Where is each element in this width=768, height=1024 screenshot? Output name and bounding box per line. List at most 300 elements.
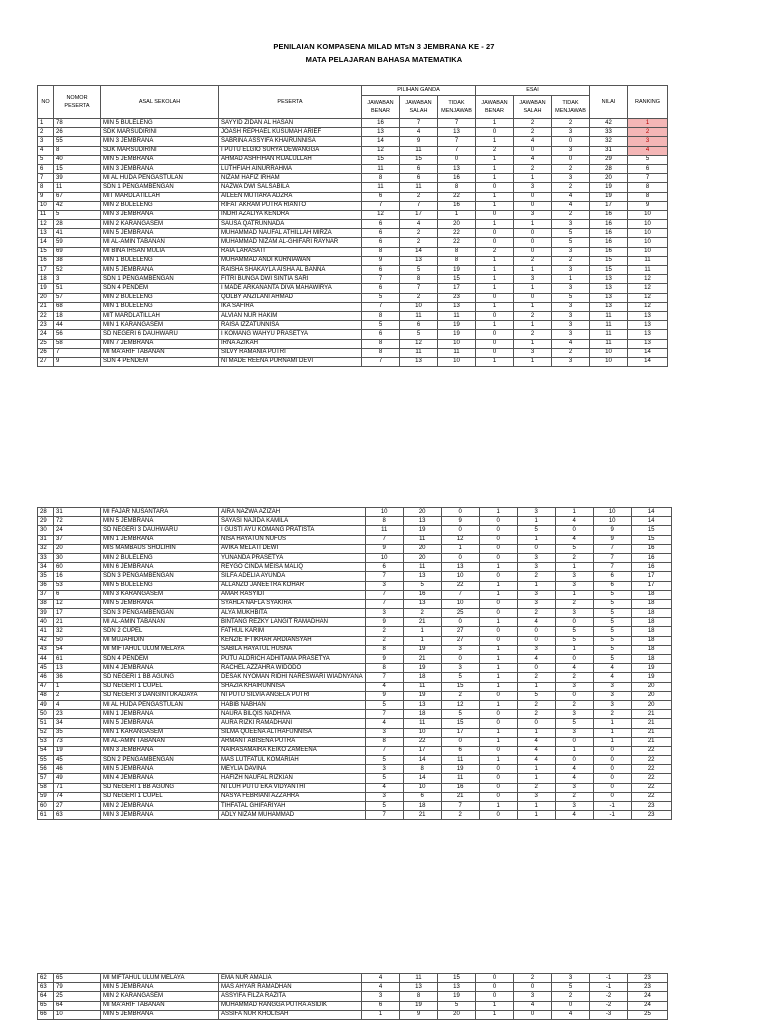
cell-nomor-peserta: 11 bbox=[54, 183, 101, 192]
cell-nilai: 3 bbox=[593, 691, 631, 700]
cell-asal-sekolah: SDN 2 PENGAMBENGAN bbox=[101, 756, 219, 765]
cell-esai-benar: 2 bbox=[476, 247, 514, 256]
cell-pg-benar: 16 bbox=[362, 119, 400, 128]
cell-esai-tidak-menjawab: 3 bbox=[555, 802, 593, 811]
cell-nomor-peserta: 40 bbox=[54, 155, 101, 164]
cell-peserta: RAISA IZZATUNNISA bbox=[219, 321, 362, 330]
cell-esai-benar: 0 bbox=[479, 526, 517, 535]
cell-nomor-peserta: 52 bbox=[54, 266, 101, 275]
cell-ranking: 22 bbox=[631, 746, 671, 755]
cell-ranking: 25 bbox=[628, 1010, 668, 1019]
cell-esai-tidak-menjawab: 4 bbox=[555, 535, 593, 544]
cell-asal-sekolah: MIT MARDLATILLAH bbox=[101, 311, 219, 320]
cell-no: 64 bbox=[38, 992, 54, 1001]
cell-no: 24 bbox=[38, 330, 54, 339]
table-row bbox=[38, 201, 668, 210]
cell-esai-salah: 2 bbox=[517, 609, 555, 618]
cell-asal-sekolah: MIN 5 BULELENG bbox=[101, 119, 219, 128]
cell-pg-benar: 6 bbox=[362, 266, 400, 275]
cell-esai-benar: 1 bbox=[476, 321, 514, 330]
cell-esai-tidak-menjawab: 5 bbox=[552, 238, 590, 247]
cell-pg-benar: 9 bbox=[362, 256, 400, 265]
cell-pg-tidak-menjawab: 12 bbox=[441, 700, 479, 709]
cell-esai-benar: 1 bbox=[479, 590, 517, 599]
cell-pg-tidak-menjawab: 11 bbox=[438, 348, 476, 357]
cell-no: 20 bbox=[38, 293, 54, 302]
cell-asal-sekolah: MI AL-AMIN TABANAN bbox=[101, 238, 219, 247]
cell-peserta: SABILA HAYATUL HUSNA bbox=[219, 645, 366, 654]
cell-esai-benar: 0 bbox=[476, 330, 514, 339]
cell-pg-tidak-menjawab: 0 bbox=[441, 553, 479, 562]
table-row bbox=[38, 275, 668, 284]
cell-pg-benar: 9 bbox=[365, 655, 403, 664]
cell-asal-sekolah: MIT MARDLATILLAH bbox=[101, 192, 219, 201]
cell-esai-tidak-menjawab: 3 bbox=[552, 302, 590, 311]
cell-ranking: 13 bbox=[628, 339, 668, 348]
cell-pg-benar: 13 bbox=[362, 128, 400, 137]
cell-nilai: 29 bbox=[590, 155, 628, 164]
cell-peserta: RACHEL AZZAHRA WIDODO bbox=[219, 664, 366, 673]
cell-no: 62 bbox=[38, 974, 54, 983]
cell-ranking: 23 bbox=[631, 811, 671, 820]
cell-peserta: MUHAMMAD NAUFAL ATHILLAH MIRZA bbox=[219, 229, 362, 238]
cell-nilai: -1 bbox=[590, 974, 628, 983]
cell-pg-salah: 13 bbox=[403, 572, 441, 581]
cell-no: 49 bbox=[38, 700, 54, 709]
cell-esai-benar: 2 bbox=[476, 146, 514, 155]
cell-nomor-peserta: 38 bbox=[54, 256, 101, 265]
col-nomor-peserta: NOMOR PESERTA bbox=[54, 86, 101, 119]
cell-esai-salah: 4 bbox=[517, 756, 555, 765]
cell-esai-benar: 0 bbox=[479, 535, 517, 544]
cell-esai-tidak-menjawab: 3 bbox=[552, 174, 590, 183]
cell-esai-tidak-menjawab: 3 bbox=[552, 146, 590, 155]
table-row bbox=[38, 293, 668, 302]
cell-esai-benar: 0 bbox=[476, 183, 514, 192]
cell-esai-tidak-menjawab: 5 bbox=[555, 719, 593, 728]
cell-asal-sekolah: MIN 3 JEMBRANA bbox=[101, 164, 219, 173]
cell-ranking: 13 bbox=[628, 330, 668, 339]
cell-nilai: 5 bbox=[593, 590, 631, 599]
report-subtitle: MATA PELAJARAN BAHASA MATEMATIKA bbox=[305, 55, 463, 64]
cell-asal-sekolah: MI FAJAR NUSANTARA bbox=[101, 508, 219, 517]
cell-nilai: 6 bbox=[593, 581, 631, 590]
cell-ranking: 22 bbox=[631, 774, 671, 783]
cell-ranking: 22 bbox=[631, 756, 671, 765]
cell-pg-salah: 6 bbox=[400, 174, 438, 183]
cell-ranking: 14 bbox=[631, 517, 671, 526]
cell-esai-benar: 0 bbox=[476, 311, 514, 320]
cell-asal-sekolah: MIN 2 JEMBRANA bbox=[101, 802, 219, 811]
cell-esai-salah: 1 bbox=[517, 517, 555, 526]
cell-nomor-peserta: 21 bbox=[54, 618, 101, 627]
cell-esai-salah: 5 bbox=[517, 691, 555, 700]
cell-nomor-peserta: 57 bbox=[54, 293, 101, 302]
cell-ranking: 14 bbox=[628, 348, 668, 357]
cell-esai-salah: 2 bbox=[514, 119, 552, 128]
cell-pg-tidak-menjawab: 11 bbox=[438, 311, 476, 320]
table-row bbox=[38, 691, 672, 700]
cell-nomor-peserta: 44 bbox=[54, 321, 101, 330]
cell-esai-tidak-menjawab: 3 bbox=[555, 581, 593, 590]
cell-asal-sekolah: MIN 1 JEMBRANA bbox=[101, 535, 219, 544]
cell-nilai: 13 bbox=[590, 302, 628, 311]
cell-asal-sekolah: MIN 1 KARANGASEM bbox=[101, 321, 219, 330]
cell-nomor-peserta: 12 bbox=[54, 599, 101, 608]
cell-pg-benar: 8 bbox=[365, 737, 403, 746]
cell-ranking: 14 bbox=[628, 357, 668, 366]
cell-ranking: 18 bbox=[631, 618, 671, 627]
cell-nomor-peserta: 28 bbox=[54, 220, 101, 229]
cell-asal-sekolah: MI AL HUDA PENGASTULAN bbox=[101, 700, 219, 709]
cell-nilai: 0 bbox=[593, 783, 631, 792]
cell-peserta: MUHAMMAD NIZAM AL-GHIFARI RAYNAR bbox=[219, 238, 362, 247]
cell-pg-benar: 6 bbox=[362, 220, 400, 229]
table-row bbox=[38, 737, 672, 746]
table-header bbox=[38, 86, 668, 119]
cell-pg-salah: 6 bbox=[400, 164, 438, 173]
cell-pg-salah: 20 bbox=[403, 553, 441, 562]
cell-nomor-peserta: 46 bbox=[54, 765, 101, 774]
cell-no: 11 bbox=[38, 210, 54, 219]
cell-nomor-peserta: 50 bbox=[54, 636, 101, 645]
cell-nomor-peserta: 26 bbox=[54, 128, 101, 137]
cell-asal-sekolah: MIN 5 JEMBRANA bbox=[101, 719, 219, 728]
cell-peserta: NASYA FEBRIANI AZZAHRA bbox=[219, 792, 366, 801]
cell-pg-tidak-menjawab: 1 bbox=[438, 210, 476, 219]
cell-peserta: FATHUL KARIM bbox=[219, 627, 366, 636]
cell-pg-salah: 20 bbox=[403, 544, 441, 553]
cell-nilai: 16 bbox=[590, 210, 628, 219]
cell-pg-benar: 9 bbox=[365, 691, 403, 700]
table-row bbox=[38, 119, 668, 128]
cell-nilai: 13 bbox=[590, 284, 628, 293]
cell-ranking: 18 bbox=[631, 627, 671, 636]
cell-asal-sekolah: SDN 2 CUPEL bbox=[101, 627, 219, 636]
cell-pg-salah: 11 bbox=[403, 682, 441, 691]
cell-ranking: 20 bbox=[631, 700, 671, 709]
cell-nomor-peserta: 10 bbox=[54, 1010, 101, 1019]
cell-esai-benar: 0 bbox=[476, 983, 514, 992]
cell-nomor-peserta: 59 bbox=[54, 238, 101, 247]
cell-nilai: -3 bbox=[590, 1010, 628, 1019]
cell-esai-benar: 0 bbox=[479, 691, 517, 700]
cell-pg-benar: 7 bbox=[365, 746, 403, 755]
cell-pg-benar: 4 bbox=[362, 983, 400, 992]
cell-esai-benar: 0 bbox=[479, 572, 517, 581]
cell-nilai: 5 bbox=[593, 618, 631, 627]
cell-ranking: 7 bbox=[628, 174, 668, 183]
cell-esai-salah: 0 bbox=[514, 1010, 552, 1019]
cell-nomor-peserta: 35 bbox=[54, 728, 101, 737]
cell-esai-salah: 1 bbox=[514, 339, 552, 348]
cell-pg-salah: 5 bbox=[403, 581, 441, 590]
cell-peserta: I KOMANG WAHYU PRASETYA bbox=[219, 330, 362, 339]
cell-pg-tidak-menjawab: 7 bbox=[438, 137, 476, 146]
cell-peserta: MEYLIA DAVINA bbox=[219, 765, 366, 774]
cell-pg-salah: 14 bbox=[403, 774, 441, 783]
table-row bbox=[38, 719, 672, 728]
cell-ranking: 9 bbox=[628, 201, 668, 210]
table-row bbox=[38, 210, 668, 219]
cell-asal-sekolah: MI MIFTAHUL ULUM MELAYA bbox=[101, 645, 219, 654]
cell-peserta: HABIB NABHAN bbox=[219, 700, 366, 709]
cell-asal-sekolah: MIN 5 JEMBRANA bbox=[101, 765, 219, 774]
cell-peserta: NISA HAYATUN NUFUS bbox=[219, 535, 366, 544]
cell-nomor-peserta: 58 bbox=[54, 339, 101, 348]
cell-no: 27 bbox=[38, 357, 54, 366]
cell-pg-tidak-menjawab: 22 bbox=[441, 581, 479, 590]
cell-esai-tidak-menjawab: 1 bbox=[552, 275, 590, 284]
cell-ranking: 18 bbox=[631, 636, 671, 645]
cell-pg-salah: 7 bbox=[400, 284, 438, 293]
cell-esai-benar: 1 bbox=[476, 1001, 514, 1010]
cell-pg-salah: 10 bbox=[403, 783, 441, 792]
table-row bbox=[38, 983, 668, 992]
table-row bbox=[38, 655, 672, 664]
cell-esai-salah: 1 bbox=[517, 682, 555, 691]
cell-esai-tidak-menjawab: 0 bbox=[555, 618, 593, 627]
table-row bbox=[38, 544, 672, 553]
cell-peserta: FITRI BUNGA DWI SINTIA SARI bbox=[219, 275, 362, 284]
cell-pg-salah: 17 bbox=[400, 210, 438, 219]
cell-nomor-peserta: 51 bbox=[54, 284, 101, 293]
cell-ranking: 23 bbox=[628, 983, 668, 992]
cell-nilai: 1 bbox=[593, 737, 631, 746]
cell-ranking: 16 bbox=[631, 553, 671, 562]
cell-pg-tidak-menjawab: 8 bbox=[438, 256, 476, 265]
cell-peserta: AURA RIZKI RAMADHANI bbox=[219, 719, 366, 728]
cell-esai-tidak-menjawab: 3 bbox=[555, 710, 593, 719]
cell-asal-sekolah: SDN 3 PENGAMBENGAN bbox=[101, 572, 219, 581]
col-pg-tidak-menjawab: TIDAK MENJAWAB bbox=[438, 96, 476, 119]
cell-pg-benar: 8 bbox=[362, 311, 400, 320]
cell-peserta: AILEEN MUTIARA ADZRA bbox=[219, 192, 362, 201]
score-table-part-1 bbox=[37, 85, 668, 367]
cell-asal-sekolah: MIN 5 JEMBRANA bbox=[101, 155, 219, 164]
cell-no: 18 bbox=[38, 275, 54, 284]
cell-nilai: -1 bbox=[593, 811, 631, 820]
cell-ranking: 18 bbox=[631, 655, 671, 664]
cell-esai-tidak-menjawab: 3 bbox=[552, 266, 590, 275]
cell-no: 32 bbox=[38, 544, 54, 553]
cell-esai-benar: 0 bbox=[479, 636, 517, 645]
cell-peserta: DESAK NYOMAN RIDHI NARESWARI WIADNYANA bbox=[219, 673, 366, 682]
cell-peserta: ASSYIFA FILZA RAZITA bbox=[219, 992, 362, 1001]
cell-pg-benar: 6 bbox=[365, 563, 403, 572]
cell-pg-tidak-menjawab: 7 bbox=[441, 590, 479, 599]
cell-pg-benar: 15 bbox=[362, 155, 400, 164]
cell-nomor-peserta: 27 bbox=[54, 802, 101, 811]
table-row bbox=[38, 756, 672, 765]
cell-ranking: 10 bbox=[628, 229, 668, 238]
cell-esai-tidak-menjawab: 4 bbox=[555, 765, 593, 774]
table-row bbox=[38, 357, 668, 366]
cell-pg-benar: 7 bbox=[365, 590, 403, 599]
cell-esai-tidak-menjawab: 4 bbox=[552, 1010, 590, 1019]
cell-nilai: 31 bbox=[590, 146, 628, 155]
cell-pg-benar: 8 bbox=[362, 339, 400, 348]
cell-pg-salah: 19 bbox=[403, 526, 441, 535]
cell-esai-tidak-menjawab: 3 bbox=[552, 974, 590, 983]
cell-pg-salah: 11 bbox=[403, 535, 441, 544]
cell-nomor-peserta: 23 bbox=[54, 710, 101, 719]
cell-no: 52 bbox=[38, 728, 54, 737]
cell-pg-benar: 8 bbox=[365, 517, 403, 526]
cell-nilai: 13 bbox=[590, 275, 628, 284]
cell-esai-benar: 1 bbox=[476, 137, 514, 146]
table-row bbox=[38, 792, 672, 801]
cell-asal-sekolah: SDN 1 PENGAMBENGAN bbox=[101, 275, 219, 284]
cell-esai-salah: 2 bbox=[514, 256, 552, 265]
cell-pg-tidak-menjawab: 16 bbox=[441, 783, 479, 792]
cell-esai-tidak-menjawab: 5 bbox=[555, 636, 593, 645]
cell-no: 46 bbox=[38, 673, 54, 682]
cell-pg-salah: 14 bbox=[400, 247, 438, 256]
cell-no: 26 bbox=[38, 348, 54, 357]
cell-nomor-peserta: 73 bbox=[54, 737, 101, 746]
cell-pg-benar: 10 bbox=[365, 553, 403, 562]
cell-asal-sekolah: MIN 5 JEMBRANA bbox=[101, 517, 219, 526]
cell-nomor-peserta: 6 bbox=[54, 590, 101, 599]
cell-ranking: 21 bbox=[631, 710, 671, 719]
cell-nilai: 7 bbox=[593, 553, 631, 562]
cell-ranking: 13 bbox=[628, 311, 668, 320]
cell-ranking: 16 bbox=[631, 563, 671, 572]
cell-pg-salah: 8 bbox=[400, 992, 438, 1001]
cell-nomor-peserta: 5 bbox=[54, 210, 101, 219]
cell-peserta: SHAZIA KHAIRUNNISA bbox=[219, 682, 366, 691]
cell-nilai: 0 bbox=[593, 746, 631, 755]
cell-nilai: 5 bbox=[593, 645, 631, 654]
cell-peserta: I GUSTI AYU KOMANG PRATISTA bbox=[219, 526, 366, 535]
cell-no: 3 bbox=[38, 137, 54, 146]
cell-esai-salah: 3 bbox=[517, 599, 555, 608]
cell-pg-tidak-menjawab: 8 bbox=[438, 247, 476, 256]
cell-asal-sekolah: SD NEGERI 3 DANGINTUKADAYA bbox=[101, 691, 219, 700]
cell-pg-benar: 9 bbox=[365, 544, 403, 553]
cell-esai-benar: 0 bbox=[479, 710, 517, 719]
cell-peserta: SYAHLA NAFLA SYAKIRA bbox=[219, 599, 366, 608]
cell-nomor-peserta: 63 bbox=[54, 811, 101, 820]
cell-asal-sekolah: MIN 3 JEMBRANA bbox=[101, 811, 219, 820]
cell-pg-tidak-menjawab: 1 bbox=[441, 544, 479, 553]
cell-esai-salah: 1 bbox=[517, 774, 555, 783]
cell-peserta: ALYA MUKHBITA bbox=[219, 609, 366, 618]
cell-nomor-peserta: 1 bbox=[54, 682, 101, 691]
cell-esai-tidak-menjawab: 3 bbox=[552, 220, 590, 229]
table-row bbox=[38, 284, 668, 293]
cell-pg-benar: 3 bbox=[365, 609, 403, 618]
cell-no: 57 bbox=[38, 774, 54, 783]
cell-esai-salah: 2 bbox=[514, 974, 552, 983]
cell-no: 15 bbox=[38, 247, 54, 256]
cell-peserta: HAFIZH NAUFAL RIZKIAN bbox=[219, 774, 366, 783]
cell-pg-salah: 11 bbox=[403, 719, 441, 728]
cell-pg-benar: 7 bbox=[362, 275, 400, 284]
table-row bbox=[38, 992, 668, 1001]
cell-nilai: 33 bbox=[590, 128, 628, 137]
cell-no: 4 bbox=[38, 146, 54, 155]
cell-pg-tidak-menjawab: 0 bbox=[438, 155, 476, 164]
cell-peserta: ARMANT ABISENA PUTRA bbox=[219, 737, 366, 746]
cell-pg-tidak-menjawab: 7 bbox=[441, 802, 479, 811]
cell-pg-tidak-menjawab: 16 bbox=[438, 174, 476, 183]
cell-pg-tidak-menjawab: 11 bbox=[441, 756, 479, 765]
cell-peserta: NI MADE REENA PURNAMI DEVI bbox=[219, 357, 362, 366]
cell-peserta: I MADE ARKANANTA DIVA MAHAWIRYA bbox=[219, 284, 362, 293]
cell-esai-salah: 3 bbox=[514, 275, 552, 284]
cell-no: 63 bbox=[38, 983, 54, 992]
cell-nomor-peserta: 37 bbox=[54, 535, 101, 544]
cell-pg-benar: 6 bbox=[362, 330, 400, 339]
cell-pg-tidak-menjawab: 8 bbox=[438, 183, 476, 192]
cell-ranking: 18 bbox=[631, 645, 671, 654]
cell-nilai: 5 bbox=[593, 599, 631, 608]
cell-esai-benar: 0 bbox=[479, 517, 517, 526]
cell-asal-sekolah: MIN 3 JEMBRANA bbox=[101, 210, 219, 219]
cell-peserta: NAURA BILQIS NADHIVA bbox=[219, 710, 366, 719]
cell-ranking: 23 bbox=[631, 802, 671, 811]
table-row bbox=[38, 553, 672, 562]
cell-nilai: -2 bbox=[590, 1001, 628, 1010]
cell-esai-benar: 1 bbox=[476, 220, 514, 229]
cell-pg-salah: 2 bbox=[400, 238, 438, 247]
cell-peserta: AVIKA MELATI DEWI bbox=[219, 544, 366, 553]
cell-asal-sekolah: MIN 4 JEMBRANA bbox=[101, 664, 219, 673]
cell-no: 61 bbox=[38, 811, 54, 820]
cell-esai-tidak-menjawab: 3 bbox=[552, 128, 590, 137]
table-row bbox=[38, 266, 668, 275]
cell-no: 21 bbox=[38, 302, 54, 311]
cell-pg-benar: 14 bbox=[362, 137, 400, 146]
cell-pg-tidak-menjawab: 7 bbox=[438, 119, 476, 128]
cell-pg-salah: 4 bbox=[400, 128, 438, 137]
cell-no: 43 bbox=[38, 645, 54, 654]
table-row bbox=[38, 618, 672, 627]
cell-asal-sekolah: MIN 4 JEMBRANA bbox=[101, 774, 219, 783]
cell-nilai: 10 bbox=[593, 517, 631, 526]
cell-asal-sekolah: SDN 4 PENDEM bbox=[101, 655, 219, 664]
cell-nomor-peserta: 68 bbox=[54, 302, 101, 311]
cell-asal-sekolah: MIN 5 JEMBRANA bbox=[101, 599, 219, 608]
cell-esai-salah: 0 bbox=[517, 719, 555, 728]
cell-pg-benar: 2 bbox=[365, 636, 403, 645]
cell-asal-sekolah: MIN 5 JEMBRANA bbox=[101, 1010, 219, 1019]
cell-esai-benar: 0 bbox=[479, 792, 517, 801]
cell-nomor-peserta: 19 bbox=[54, 746, 101, 755]
cell-nilai: 0 bbox=[593, 765, 631, 774]
cell-pg-tidak-menjawab: 17 bbox=[441, 728, 479, 737]
cell-no: 25 bbox=[38, 339, 54, 348]
cell-no: 47 bbox=[38, 682, 54, 691]
cell-nomor-peserta: 2 bbox=[54, 691, 101, 700]
cell-nomor-peserta: 64 bbox=[54, 1001, 101, 1010]
cell-peserta: BINTANG REZKY LANGIT RAMADHAN bbox=[219, 618, 366, 627]
cell-pg-benar: 5 bbox=[365, 700, 403, 709]
cell-peserta: SAUSA QATRUNNADA bbox=[219, 220, 362, 229]
cell-pg-salah: 4 bbox=[400, 220, 438, 229]
cell-asal-sekolah: SDN 3 PENGAMBENGAN bbox=[101, 609, 219, 618]
cell-peserta: SABRINA ASSYIFA KHAIRUNNISA bbox=[219, 137, 362, 146]
cell-asal-sekolah: MIN 6 JEMBRANA bbox=[101, 563, 219, 572]
cell-pg-benar: 8 bbox=[365, 645, 403, 654]
table-row bbox=[38, 811, 672, 820]
cell-esai-benar: 0 bbox=[476, 293, 514, 302]
cell-esai-benar: 1 bbox=[476, 357, 514, 366]
cell-asal-sekolah: MIN 1 JEMBRANA bbox=[101, 710, 219, 719]
cell-nomor-peserta: 9 bbox=[54, 357, 101, 366]
